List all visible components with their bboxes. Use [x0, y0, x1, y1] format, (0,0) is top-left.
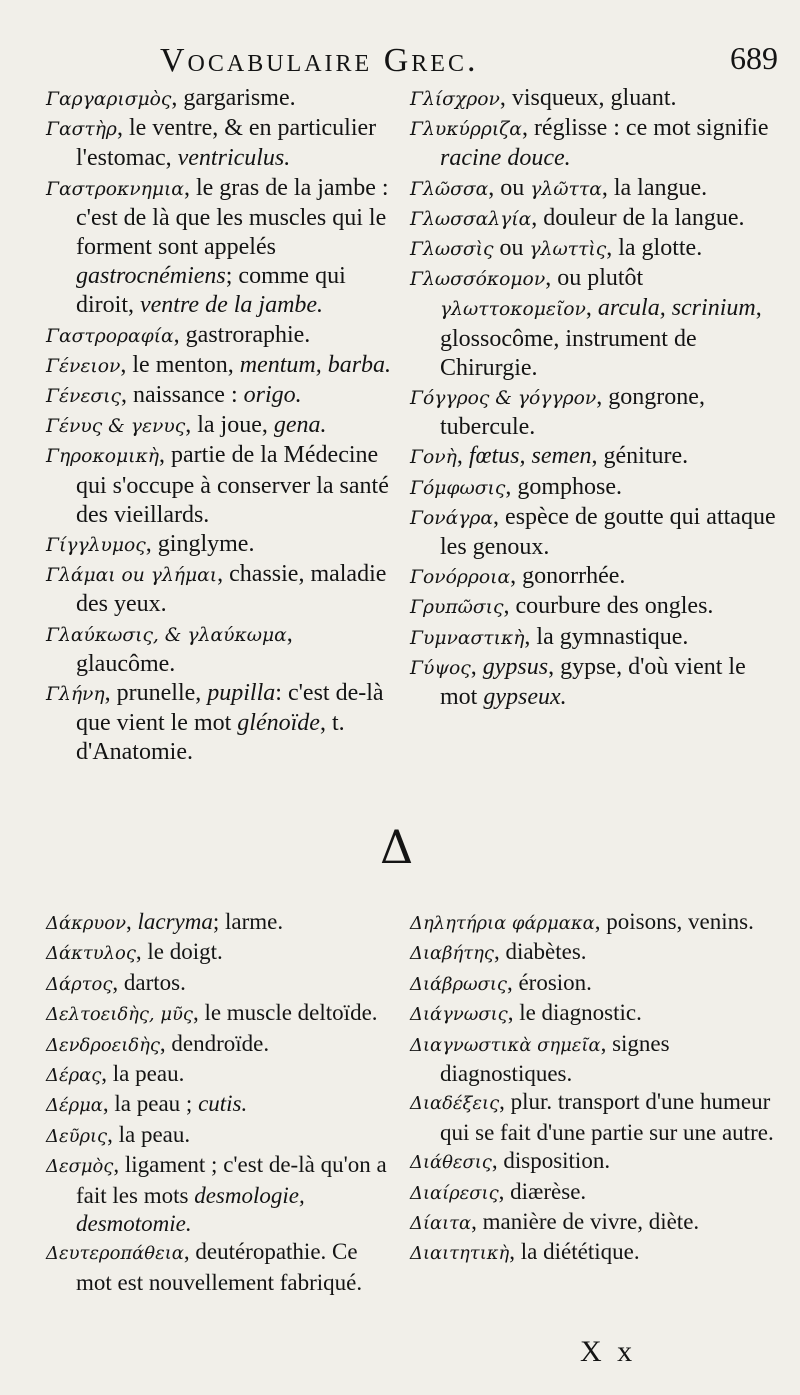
dictionary-entry — [46, 381, 396, 411]
column-right-delta — [410, 908, 780, 1269]
dictionary-entry — [410, 623, 780, 653]
dictionary-entry — [46, 441, 396, 530]
dictionary-entry — [410, 442, 780, 472]
greek-term: Γονάγρα — [410, 507, 494, 529]
dictionary-entry — [410, 383, 780, 442]
french-gloss: , glaucôme. — [76, 620, 293, 677]
dictionary-entry — [410, 1208, 780, 1238]
latin-term: desmologie, desmotomie. — [76, 1182, 305, 1237]
dictionary-entry — [410, 1088, 780, 1147]
latin-term: racine douce. — [440, 145, 571, 172]
greek-term: Δάκτυλος — [46, 943, 136, 965]
dictionary-entry — [410, 999, 780, 1029]
french-gloss: , — [585, 295, 598, 322]
greek-term: Γλήνη — [46, 684, 105, 706]
french-gloss: , partie de la Médecine qui s'occupe à conserver la santé des vieillards. — [76, 442, 389, 528]
french-gloss: ou — [493, 235, 530, 262]
french-gloss: , diabètes. — [493, 939, 587, 965]
french-gloss: , gypse, d'où vient le mot — [440, 653, 746, 711]
dictionary-entry — [46, 1030, 396, 1060]
dictionary-entry — [410, 653, 780, 712]
latin-term: lacryma — [137, 909, 213, 934]
greek-term: Γαστροραφία — [46, 325, 174, 347]
greek-term: Δάκρυον — [46, 913, 126, 934]
french-gloss: , gomphose. — [505, 473, 622, 500]
french-gloss: , gargarisme. — [171, 85, 296, 111]
french-gloss: , t. d'Anatomie. — [76, 710, 345, 766]
french-gloss: , prunelle, — [104, 680, 208, 707]
greek-term: Γλωσσὶς — [410, 239, 494, 261]
dictionary-entry — [46, 1151, 396, 1238]
dictionary-entry — [46, 84, 396, 114]
latin-term: gena. — [273, 412, 327, 439]
french-gloss: , — [470, 653, 483, 680]
french-gloss: , la glotte. — [606, 235, 703, 262]
french-gloss: , ou — [488, 174, 531, 201]
french-gloss: , le menton, — [120, 351, 240, 378]
dictionary-entry — [46, 351, 396, 381]
dictionary-entry — [410, 264, 780, 383]
dictionary-entry — [46, 1121, 396, 1151]
latin-term: gypseux. — [483, 684, 567, 711]
french-gloss: , gongrone, tubercule. — [440, 384, 705, 441]
latin-term: gypsus — [482, 653, 549, 680]
french-gloss: , le diagnostic. — [507, 1000, 642, 1026]
greek-term: Διαιτητικὴ — [410, 1243, 510, 1265]
french-gloss: , dendroïde. — [159, 1030, 270, 1056]
running-head — [0, 38, 800, 88]
french-gloss: , deutéropathie. Ce mot est nouvellement fabriqué. — [76, 1239, 363, 1295]
french-gloss: ; comme qui diroit, — [76, 263, 346, 319]
dictionary-entry — [410, 503, 780, 562]
dictionary-entry — [410, 1238, 780, 1268]
dictionary-entry — [410, 938, 780, 968]
greek-term: Γαστὴρ — [46, 119, 117, 141]
dictionary-entry — [46, 321, 396, 351]
french-gloss: , douleur de la langue. — [531, 204, 745, 231]
french-gloss: , ligament ; c'est de-là qu'on a fait les mots — [76, 1152, 387, 1208]
french-gloss: , la joue, — [185, 412, 274, 439]
dictionary-entry — [410, 969, 780, 999]
french-gloss: , gastroraphie. — [173, 321, 311, 348]
french-gloss: , le muscle deltoïde. — [192, 1000, 378, 1026]
greek-term: Γόγγρος & γόγγρον — [410, 388, 597, 410]
latin-term: mentum, barba. — [239, 351, 392, 378]
greek-term: Γλυκύρριζα — [410, 119, 522, 141]
dictionary-entry — [46, 908, 396, 938]
section-letter-delta: Δ — [380, 820, 414, 874]
french-gloss: , géniture. — [591, 443, 689, 470]
greek-term: Δάρτος — [46, 973, 113, 995]
french-gloss: , courbure des ongles. — [503, 593, 714, 620]
latin-term: cutis. — [198, 1091, 248, 1117]
greek-term: Γένυς & γενυς — [46, 416, 186, 438]
greek-term: Γηροκομικὴ — [46, 446, 159, 468]
column-left-gamma — [46, 84, 396, 768]
dictionary-entry — [410, 1030, 780, 1089]
latin-term: gastrocnémiens — [76, 263, 226, 290]
dictionary-entry — [46, 560, 396, 619]
dictionary-entry — [410, 908, 780, 938]
french-gloss: , le doigt. — [135, 939, 223, 965]
dictionary-entry — [410, 114, 780, 173]
dictionary-entry — [46, 411, 396, 441]
dictionary-entry — [410, 562, 780, 592]
french-gloss: , la diététique. — [509, 1239, 640, 1265]
greek-term: Δενδροειδὴς — [46, 1034, 160, 1056]
greek-term: Διαβήτης — [410, 943, 494, 965]
greek-term: Διάθεσις — [410, 1152, 492, 1174]
greek-term: Διάγνωσις — [410, 1004, 508, 1026]
greek-term-variant: γλῶττα — [530, 178, 602, 200]
dictionary-entry — [410, 1178, 780, 1208]
greek-term: Γλάμαι ou γλήμαι — [46, 565, 218, 587]
french-gloss: , ou plutôt — [545, 265, 644, 292]
dictionary-entry — [46, 620, 396, 679]
signature-mark: X x — [580, 1335, 637, 1368]
dictionary-entry — [410, 1147, 780, 1177]
greek-term: Γένειον — [46, 355, 121, 377]
french-gloss: , la peau. — [101, 1061, 185, 1087]
french-gloss: : c'est de-là que vient le mot — [76, 680, 384, 737]
greek-term: Δεῦρις — [46, 1125, 108, 1147]
dictionary-entry — [410, 204, 780, 234]
greek-term: Γλαύκωσις, & γλαύκωμα — [46, 624, 287, 646]
greek-term: Γυμναστικὴ — [410, 627, 525, 649]
column-right-gamma — [410, 84, 780, 712]
greek-term: Δελτοειδὴς, μῦς — [46, 1004, 193, 1026]
french-gloss: , naissance : — [121, 382, 244, 409]
french-gloss: , signes diagnostiques. — [440, 1030, 670, 1087]
dictionary-entry — [410, 592, 780, 622]
french-gloss: , gonorrhée. — [510, 563, 626, 590]
dictionary-entry — [46, 1090, 396, 1120]
greek-term: Γαστροκνημια — [46, 178, 184, 200]
french-gloss: , poisons, venins. — [594, 909, 754, 934]
running-title: Vocabulaire Grec. — [160, 42, 479, 79]
french-gloss: , la peau ; — [102, 1091, 199, 1117]
greek-term: Διαδέξεις — [410, 1093, 500, 1115]
greek-term: Διαγνωστικὰ σημεῖα — [410, 1034, 601, 1056]
dictionary-entry — [410, 84, 780, 114]
dictionary-entry — [46, 530, 396, 560]
latin-term: pupilla — [207, 680, 276, 707]
dictionary-entry — [46, 999, 396, 1029]
greek-term: Δέρας — [46, 1065, 102, 1087]
greek-term: Γλωσσόκομον — [410, 269, 546, 291]
french-gloss: , le ventre, & en particulier l'estomac, — [76, 115, 377, 172]
greek-term: Γαργαρισμὸς — [46, 89, 172, 110]
dictionary-entry — [410, 174, 780, 204]
greek-term: Διάβρωσις — [410, 973, 507, 995]
greek-term: Δίαιτα — [410, 1213, 472, 1235]
french-gloss: , le gras de la jambe : c'est de là que les muscles qui le forment sont appelés — [76, 174, 389, 261]
french-gloss: , manière de vivre, diète. — [471, 1209, 700, 1235]
greek-term: Διαίρεσις — [410, 1182, 499, 1204]
dictionary-entry — [46, 1060, 396, 1090]
latin-term: ventriculus. — [177, 145, 291, 172]
dictionary-entry — [46, 174, 396, 321]
latin-term: fœtus, semen — [468, 443, 592, 470]
dictionary-entry — [410, 234, 780, 264]
french-gloss: , réglisse : ce mot signifie — [521, 115, 769, 142]
greek-term: Δέρμα — [46, 1095, 103, 1117]
latin-term: ventre de la jambe. — [140, 292, 324, 319]
french-gloss: , la peau. — [107, 1121, 191, 1147]
french-gloss: , espèce de goutte qui attaque les genoux. — [440, 503, 776, 561]
french-gloss: , la langue. — [601, 174, 708, 201]
dictionary-entry — [46, 679, 396, 768]
dictionary-entry — [410, 473, 780, 503]
greek-term-variant: γλωττοκομεῖον — [440, 299, 586, 321]
latin-term: arcula, scrinium — [597, 295, 756, 322]
french-gloss: , — [456, 443, 469, 470]
french-gloss: , dartos. — [112, 969, 186, 995]
greek-term: Γόμφωσις — [410, 477, 506, 499]
french-gloss: , plur. transport d'une humeur qui se fait d'une partie sur une autre. — [440, 1089, 774, 1145]
french-gloss: ; larme. — [212, 909, 284, 934]
dictionary-entry — [46, 1238, 396, 1297]
greek-term: Γύψος — [410, 657, 471, 679]
greek-term: Γονόρροια — [410, 567, 511, 589]
greek-term: Δεσμὸς — [46, 1156, 114, 1178]
french-gloss: , érosion. — [506, 969, 592, 995]
dictionary-entry — [46, 114, 396, 173]
greek-term: Δευτεροπάθεια — [46, 1243, 184, 1265]
latin-term: origo. — [243, 382, 302, 409]
greek-term: Γλίσχρον — [410, 89, 500, 110]
greek-term: Δηλητήρια φάρμακα — [410, 913, 595, 934]
greek-term: Γονὴ — [410, 447, 457, 469]
greek-term: Γένεσις — [46, 386, 121, 408]
french-gloss: , — [125, 909, 138, 934]
dictionary-entry — [46, 938, 396, 968]
french-gloss: , ginglyme. — [145, 531, 255, 558]
greek-term-variant: γλωττὶς — [529, 239, 607, 261]
greek-term: Γλῶσσα — [410, 178, 489, 200]
french-gloss: , diærèse. — [498, 1178, 587, 1204]
latin-term: glénoïde — [237, 710, 320, 737]
french-gloss: , chassie, maladie des yeux. — [76, 561, 387, 618]
page-number: 689 — [730, 40, 778, 76]
french-gloss: , disposition. — [491, 1148, 611, 1174]
french-gloss: , visqueux, gluant. — [499, 85, 677, 111]
french-gloss: , la gymnastique. — [524, 623, 689, 650]
greek-term: Γίγγλυμος — [46, 535, 146, 557]
greek-term: Γρυπῶσις — [410, 597, 504, 619]
french-gloss: , glossocôme, instrument de Chirurgie. — [440, 295, 762, 381]
dictionary-entry — [46, 969, 396, 999]
greek-term: Γλωσσαλγία — [410, 208, 532, 230]
column-left-delta — [46, 908, 396, 1297]
